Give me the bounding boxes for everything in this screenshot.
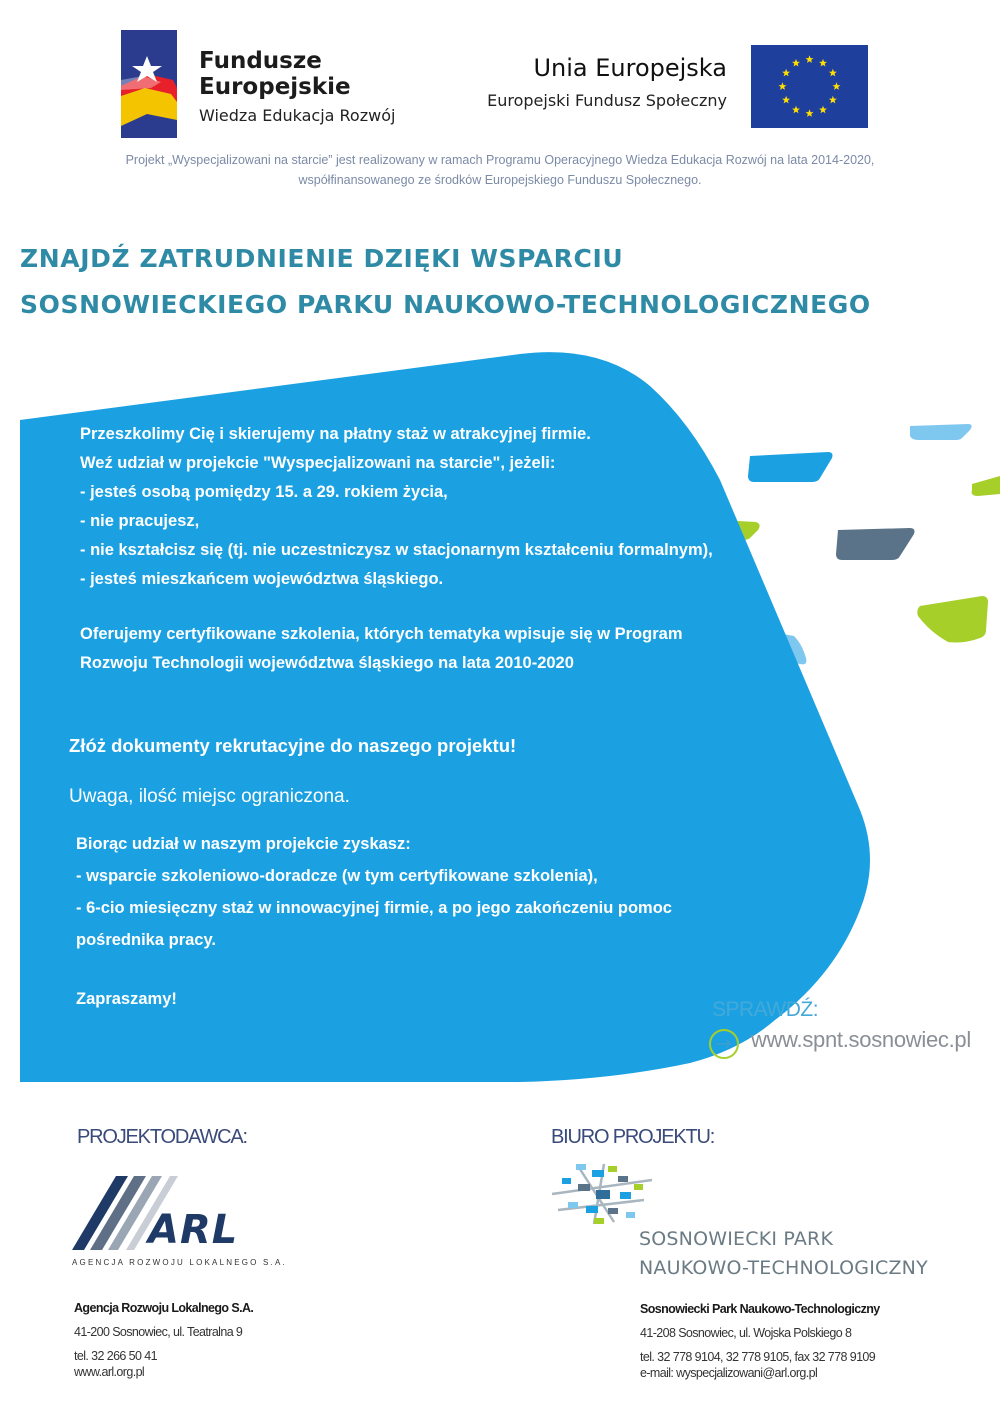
org-name: Sosnowiecki Park Naukowo-Technologiczny — [640, 1302, 880, 1316]
ue-title: Unia Europejska — [533, 54, 727, 82]
headline-line1: ZNAJDŹ ZATRUDNIENIE DZIĘKI WSPARCIU — [20, 244, 624, 273]
eu-flag-icon — [751, 45, 868, 128]
website-link[interactable]: www.spnt.sosnowiec.pl — [751, 1027, 971, 1052]
fundusze-europejskie-wordmark — [199, 48, 395, 128]
org-address: 41-200 Sosnowiec, ul. Teatralna 9 — [74, 1325, 243, 1339]
arl-logo-wordmark: ARL — [148, 1207, 239, 1253]
offer-paragraph — [80, 620, 682, 678]
spnt-logo-wordmark — [639, 1225, 928, 1283]
biuro-projektu-label: BIURO PROJEKTU: — [551, 1126, 715, 1148]
intro-line: - nie pracujesz, — [80, 512, 200, 530]
project-note-line1: Projekt „Wyspecjalizowani na starcie” jest realizowany w ramach Programu Operacyjnego Wiedza Edukacja Rozwój na lata 2014-2020, — [125, 153, 875, 167]
spnt-logo-icon — [548, 1160, 658, 1230]
arrow-icon: → — [715, 1031, 732, 1055]
projektodawca-contact — [74, 1299, 253, 1380]
biuro-contact — [640, 1300, 880, 1381]
headline-line2: SOSNOWIECKIEGO PARKU NAUKOWO-TECHNOLOGICZNEGO — [20, 290, 871, 319]
offer-line: Oferujemy certyfikowane szkolenia, których tematyka wpisuje się w Program — [80, 625, 683, 643]
fe-logo-line1: Fundusze — [199, 48, 322, 74]
intro-line: - jesteś mieszkańcem województwa śląskiego. — [80, 570, 444, 588]
org-website[interactable]: www.arl.org.pl — [74, 1365, 145, 1379]
benefit-line: pośrednika pracy. — [76, 931, 217, 949]
benefit-line: - wsparcie szkoleniowo-doradcze (w tym certyfikowane szkolenia), — [76, 867, 598, 885]
check-label: SPRAWDŹ: — [712, 998, 819, 1021]
spnt-logo-line2: NAUKOWO-TECHNOLOGICZNY — [639, 1257, 928, 1279]
org-name: Agencja Rozwoju Lokalnego S.A. — [74, 1301, 254, 1315]
invitation-text: Zapraszamy! — [76, 990, 177, 1008]
benefits-paragraph — [76, 828, 672, 956]
benefit-line: - 6-cio miesięczny staż w innowacyjnej firmie, a po jego zakończeniu pomoc — [76, 899, 672, 917]
call-to-action: Złóż dokumenty rekrutacyjne do naszego projektu! — [69, 735, 517, 756]
fundusze-europejskie-logo-icon — [121, 30, 177, 138]
fe-logo-line2: Europejskie — [199, 74, 351, 100]
project-note-line2: współfinansowanego ze środków Europejskiego Funduszu Społecznego. — [298, 173, 702, 187]
org-email[interactable]: e-mail: wyspecjalizowani@arl.org.pl — [640, 1366, 818, 1380]
page-headline — [20, 236, 871, 328]
intro-line: Weź udział w projekcie "Wyspecjalizowani na starcie", jeżeli: — [80, 454, 556, 472]
intro-line: - jesteś osobą pomiędzy 15. a 29. rokiem życia, — [80, 483, 448, 501]
limited-places-note: Uwaga, ilość miejsc ograniczona. — [69, 786, 350, 807]
intro-paragraph — [80, 420, 713, 594]
intro-line: Przeszkolimy Cię i skierujemy na płatny staż w atrakcyjnej firmie. — [80, 425, 591, 443]
org-phone: tel. 32 778 9104, 32 778 9105, fax 32 778 9109 — [640, 1350, 876, 1364]
ue-subtitle: Europejski Fundusz Społeczny — [487, 91, 727, 110]
spnt-logo-line1: SOSNOWIECKI PARK — [639, 1228, 834, 1250]
intro-line: - nie kształcisz się (tj. nie uczestniczysz w stacjonarnym kształceniu formalnym), — [80, 541, 713, 559]
benefit-line: Biorąc udział w naszym projekcie zyskasz: — [76, 835, 411, 853]
project-note — [60, 150, 940, 190]
org-phone: tel. 32 266 50 41 — [74, 1349, 157, 1363]
arl-logo-tagline: AGENCJA ROZWOJU LOKALNEGO S.A. — [72, 1258, 287, 1267]
org-address: 41-208 Sosnowiec, ul. Wojska Polskiego 8 — [640, 1326, 852, 1340]
offer-line: Rozwoju Technologii województwa śląskiego na lata 2010-2020 — [80, 654, 574, 672]
fe-logo-line3: Wiedza Edukacja Rozwój — [199, 106, 396, 125]
projektodawca-label: PROJEKTODAWCA: — [77, 1126, 247, 1148]
